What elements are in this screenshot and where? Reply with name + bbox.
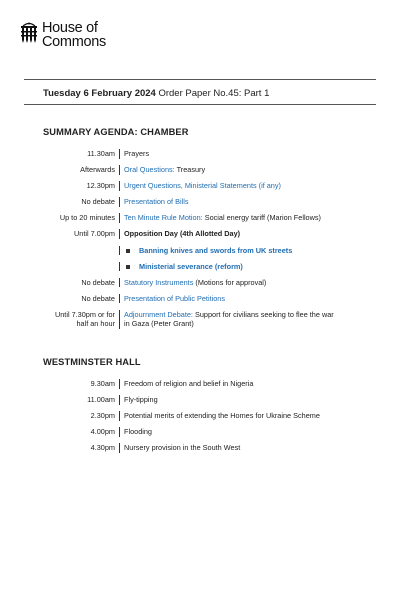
agenda-time: 4.00pm <box>90 427 115 437</box>
westminster-hall-agenda <box>43 379 363 459</box>
agenda-time <box>43 310 119 329</box>
agenda-time: Until 7.00pm <box>74 229 115 239</box>
banning-knives-link[interactable]: Banning knives and swords from UK streets <box>139 245 293 255</box>
westminster-hall-heading: WESTMINSTER HALL <box>43 357 141 367</box>
adjournment-debate-link[interactable]: Adjournment Debate: <box>124 309 193 319</box>
agenda-row <box>43 294 363 304</box>
agenda-row <box>43 262 363 272</box>
agenda-item <box>119 310 363 329</box>
agenda-item-text: Treasury <box>174 165 206 175</box>
logo-line-1: House of <box>42 20 98 36</box>
agenda-item <box>119 278 363 288</box>
top-divider <box>24 79 376 80</box>
agenda-item <box>119 213 363 223</box>
agenda-time: Afterwards <box>80 165 115 175</box>
agenda-row <box>43 310 363 329</box>
agenda-row <box>43 229 363 239</box>
agenda-time: 11.30am <box>87 149 115 158</box>
ministerial-severance-link[interactable]: Ministerial severance (reform) <box>139 261 243 271</box>
agenda-row <box>43 427 363 437</box>
agenda-row <box>43 379 363 389</box>
agenda-item <box>119 294 363 304</box>
agenda-time: 4.30pm <box>90 443 115 453</box>
oral-questions-link[interactable]: Oral Questions: <box>124 165 175 175</box>
agenda-row <box>43 149 363 159</box>
agenda-time-line-2: half an hour <box>76 319 115 329</box>
bullet-square-icon <box>126 265 130 269</box>
agenda-time-line-1: Until 7.30pm or for <box>54 309 115 319</box>
agenda-time: No debate <box>81 197 115 207</box>
order-paper-date: Tuesday 6 February 2024 <box>43 88 156 99</box>
agenda-time-empty <box>43 246 119 256</box>
agenda-row <box>43 197 363 207</box>
bullet-square-icon <box>126 249 130 253</box>
agenda-item: Potential merits of extending the Homes for Ukraine Scheme <box>119 411 363 421</box>
urgent-questions-link[interactable]: Urgent Questions, Ministerial Statements (if any) <box>124 181 281 191</box>
agenda-row <box>43 181 363 191</box>
ten-minute-rule-link[interactable]: Ten Minute Rule Motion: <box>124 213 203 223</box>
agenda-item-text: (Motions for approval) <box>193 277 267 287</box>
agenda-item-text-line-2: in Gaza (Peter Grant) <box>124 319 194 329</box>
agenda-time: Up to 20 minutes <box>59 213 115 223</box>
agenda-item: Freedom of religion and belief in Nigeria <box>119 379 363 389</box>
agenda-row <box>43 213 363 223</box>
agenda-item: Flooding <box>119 427 363 437</box>
agenda-time: 2.30pm <box>90 411 115 421</box>
agenda-item-text: Social energy tariff (Marion Fellows) <box>202 213 321 223</box>
agenda-item: Fly-tipping <box>119 395 363 405</box>
agenda-row <box>43 278 363 288</box>
agenda-time: 12.30pm <box>86 181 115 191</box>
agenda-item-text: Prayers <box>124 149 150 158</box>
order-paper-number: Order Paper No.45: Part 1 <box>155 88 270 99</box>
order-paper-title <box>43 88 269 99</box>
agenda-item-text: Support for civilians seeking to flee the war <box>192 309 334 319</box>
chamber-heading: SUMMARY AGENDA: CHAMBER <box>43 127 189 137</box>
agenda-row <box>43 246 363 256</box>
agenda-time: 9.30am <box>90 379 115 388</box>
agenda-time: 11.00am <box>87 395 115 405</box>
logo-text <box>42 22 106 49</box>
chamber-agenda <box>43 149 363 336</box>
agenda-row <box>43 411 363 421</box>
statutory-instruments-link[interactable]: Statutory Instruments <box>124 277 194 287</box>
agenda-row <box>43 395 363 405</box>
agenda-item <box>119 181 363 191</box>
header-divider <box>24 104 376 105</box>
logo-line-2: Commons <box>42 33 106 50</box>
agenda-bullet-item <box>119 246 363 256</box>
agenda-row <box>43 443 363 453</box>
agenda-time-empty <box>43 262 119 272</box>
opposition-day-heading: Opposition Day (4th Allotted Day) <box>119 229 363 239</box>
agenda-item: Nursery provision in the South West <box>119 443 363 453</box>
agenda-bullet-item <box>119 262 363 272</box>
agenda-item <box>119 149 363 159</box>
public-petitions-link[interactable]: Presentation of Public Petitions <box>124 293 225 303</box>
portcullis-icon <box>20 22 38 44</box>
agenda-item <box>119 197 363 207</box>
agenda-item <box>119 165 363 175</box>
presentation-of-bills-link[interactable]: Presentation of Bills <box>124 197 189 207</box>
agenda-time: No debate <box>81 277 115 287</box>
agenda-row <box>43 165 363 175</box>
house-of-commons-logo <box>20 22 106 49</box>
agenda-time: No debate <box>81 293 115 303</box>
